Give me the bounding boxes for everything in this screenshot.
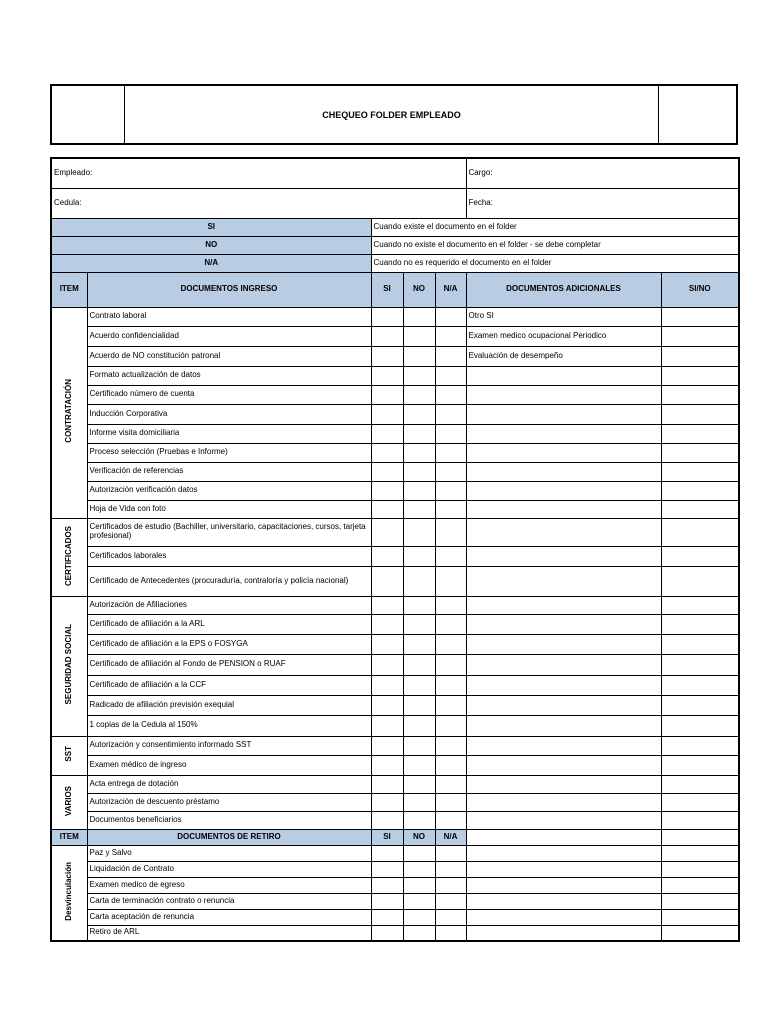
document-row [51,518,739,546]
na-checkbox[interactable] [435,654,466,675]
additional-document[interactable] [466,518,661,546]
no-checkbox[interactable] [403,462,435,481]
fecha-field[interactable]: Fecha: [466,188,739,218]
retiro-blank-cell [466,925,661,941]
legend-code: NO [51,236,371,254]
additional-document: Evaluación de desempeño [466,346,661,366]
si-checkbox[interactable] [371,404,403,424]
additional-document[interactable] [466,366,661,385]
additional-document[interactable] [466,736,661,755]
na-checkbox[interactable] [435,736,466,755]
si-checkbox[interactable] [371,307,403,326]
no-checkbox[interactable] [403,518,435,546]
document-row [51,404,739,424]
document-name: Certificado de afiliación al Fondo de PENSION o RUAF [87,654,371,675]
retiro-blank-cell [661,925,739,941]
na-checkbox[interactable] [435,443,466,462]
col-si-header: SI [371,272,403,307]
document-row [51,736,739,755]
section-label-text: CONTRATACIÓN [63,379,73,443]
document-name: Certificado de afiliación a la CCF [87,675,371,695]
si-checkbox[interactable] [371,385,403,404]
document-row [51,566,739,596]
no-checkbox[interactable] [403,909,435,925]
document-name: 1 copias de la Cedula al 150% [87,715,371,736]
cedula-field[interactable]: Cedula: [51,188,466,218]
retiro-si-header: SI [371,829,403,845]
additional-document[interactable] [466,546,661,566]
no-checkbox[interactable] [403,861,435,877]
retiro-blank-cell [466,829,661,845]
sino-checkbox[interactable] [661,518,739,546]
retiro-blank-cell [661,845,739,861]
retiro-blank-cell [661,909,739,925]
si-checkbox[interactable] [371,845,403,861]
sino-checkbox[interactable] [661,695,739,715]
si-checkbox[interactable] [371,443,403,462]
document-row [51,793,739,811]
no-checkbox[interactable] [403,346,435,366]
retiro-no-header: NO [403,829,435,845]
na-checkbox[interactable] [435,596,466,614]
legend-code: N/A [51,254,371,272]
si-checkbox[interactable] [371,366,403,385]
sino-checkbox[interactable] [661,811,739,829]
na-checkbox[interactable] [435,307,466,326]
si-checkbox[interactable] [371,462,403,481]
additional-document[interactable] [466,811,661,829]
si-checkbox[interactable] [371,893,403,909]
retiro-blank-cell [661,829,739,845]
si-checkbox[interactable] [371,715,403,736]
no-checkbox[interactable] [403,443,435,462]
col-sino-header: SI/NO [661,272,739,307]
no-checkbox[interactable] [403,614,435,634]
document-name: Autorización y consentimiento informado SST [87,736,371,755]
no-checkbox[interactable] [403,715,435,736]
logo-cell [52,86,125,143]
document-name: Autorización de Afiliaciones [87,596,371,614]
na-checkbox[interactable] [435,925,466,941]
no-checkbox[interactable] [403,546,435,566]
document-name: Acuerdo de NO constitución patronal [87,346,371,366]
additional-document: Otro SI [466,307,661,326]
document-name: Certificados de estudio (Bachiller, universitario, capacitaciones, cursos, tarjeta profesional) [87,518,371,546]
si-checkbox[interactable] [371,346,403,366]
sino-checkbox[interactable] [661,462,739,481]
retiro-row [51,845,739,861]
document-name: Certificado número de cuenta [87,385,371,404]
col-adicionales-header: DOCUMENTOS ADICIONALES [466,272,661,307]
retiro-docs-header: DOCUMENTOS DE RETIRO [87,829,371,845]
document-name: Proceso selección (Pruebas e Informe) [87,443,371,462]
no-checkbox[interactable] [403,326,435,346]
no-checkbox[interactable] [403,566,435,596]
document-name: Acuerdo confidencialidad [87,326,371,346]
document-name: Autorización de descuento préstamo [87,793,371,811]
no-checkbox[interactable] [403,424,435,443]
section-label [51,596,87,736]
document-name: Certificado de Antecedentes (procuraduría, contraloría y policía nacional) [87,566,371,596]
document-row [51,755,739,775]
form-title: CHEQUEO FOLDER EMPLEADO [125,86,659,143]
si-checkbox[interactable] [371,793,403,811]
col-item-header: ITEM [51,272,87,307]
additional-document[interactable] [466,404,661,424]
additional-document[interactable] [466,715,661,736]
document-row [51,326,739,346]
document-name: Documentos beneficiarios [87,811,371,829]
no-checkbox[interactable] [403,793,435,811]
additional-document[interactable] [466,793,661,811]
retiro-document-name: Carta de terminación contrato o renuncia [87,893,371,909]
na-checkbox[interactable] [435,546,466,566]
document-name: Certificados laborales [87,546,371,566]
sino-checkbox[interactable] [661,566,739,596]
retiro-blank-cell [466,877,661,893]
retiro-row [51,925,739,941]
document-row [51,695,739,715]
no-checkbox[interactable] [403,385,435,404]
additional-document[interactable] [466,462,661,481]
si-checkbox[interactable] [371,518,403,546]
legend-row [51,218,739,236]
sino-checkbox[interactable] [661,500,739,518]
na-checkbox[interactable] [435,614,466,634]
si-checkbox[interactable] [371,566,403,596]
retiro-blank-cell [661,861,739,877]
na-checkbox[interactable] [435,366,466,385]
na-checkbox[interactable] [435,845,466,861]
document-row [51,346,739,366]
no-checkbox[interactable] [403,695,435,715]
document-row [51,462,739,481]
document-name: Hoja de Vida con foto [87,500,371,518]
document-name: Certificado de afiliación a la ARL [87,614,371,634]
retiro-document-name: Liquidación de Contrato [87,861,371,877]
sino-checkbox[interactable] [661,675,739,695]
retiro-na-header: N/A [435,829,466,845]
si-checkbox[interactable] [371,925,403,941]
additional-document[interactable] [466,443,661,462]
si-checkbox[interactable] [371,326,403,346]
col-docs-header: DOCUMENTOS INGRESO [87,272,371,307]
retiro-row [51,861,739,877]
no-checkbox[interactable] [403,877,435,893]
si-checkbox[interactable] [371,596,403,614]
sino-checkbox[interactable] [661,654,739,675]
retiro-blank-cell [466,893,661,909]
na-checkbox[interactable] [435,404,466,424]
si-checkbox[interactable] [371,775,403,793]
si-checkbox[interactable] [371,481,403,500]
si-checkbox[interactable] [371,736,403,755]
document-name: Examen médico de ingreso [87,755,371,775]
no-checkbox[interactable] [403,675,435,695]
document-name: Acta entrega de dotación [87,775,371,793]
na-checkbox[interactable] [435,634,466,654]
no-checkbox[interactable] [403,893,435,909]
no-checkbox[interactable] [403,925,435,941]
si-checkbox[interactable] [371,546,403,566]
si-checkbox[interactable] [371,861,403,877]
na-checkbox[interactable] [435,861,466,877]
na-checkbox[interactable] [435,715,466,736]
additional-document[interactable] [466,566,661,596]
retiro-item-header: ITEM [51,829,87,845]
na-checkbox[interactable] [435,385,466,404]
document-row [51,385,739,404]
no-checkbox[interactable] [403,845,435,861]
si-checkbox[interactable] [371,755,403,775]
na-checkbox[interactable] [435,893,466,909]
form-header [50,84,738,145]
document-row [51,307,739,326]
no-checkbox[interactable] [403,755,435,775]
na-checkbox[interactable] [435,518,466,546]
sino-checkbox[interactable] [661,715,739,736]
document-row [51,634,739,654]
no-checkbox[interactable] [403,811,435,829]
retiro-label [51,845,87,941]
additional-document[interactable] [466,614,661,634]
document-name: Contrato laboral [87,307,371,326]
document-name: Certificado de afiliación a la EPS o FOSYGA [87,634,371,654]
si-checkbox[interactable] [371,614,403,634]
no-checkbox[interactable] [403,775,435,793]
si-checkbox[interactable] [371,675,403,695]
document-row [51,443,739,462]
sino-checkbox[interactable] [661,385,739,404]
additional-document[interactable] [466,500,661,518]
sino-checkbox[interactable] [661,736,739,755]
si-checkbox[interactable] [371,634,403,654]
document-row [51,500,739,518]
additional-document[interactable] [466,675,661,695]
na-checkbox[interactable] [435,481,466,500]
no-checkbox[interactable] [403,307,435,326]
sino-checkbox[interactable] [661,596,739,614]
si-checkbox[interactable] [371,424,403,443]
document-row [51,614,739,634]
na-checkbox[interactable] [435,326,466,346]
no-checkbox[interactable] [403,481,435,500]
section-label [51,518,87,596]
ingreso-header-row [51,272,739,307]
additional-document[interactable] [466,596,661,614]
code-cell [659,86,736,143]
si-checkbox[interactable] [371,811,403,829]
document-row [51,715,739,736]
document-name: Formato actualización de datos [87,366,371,385]
document-name: Autorización verificación datos [87,481,371,500]
section-label [51,307,87,518]
na-checkbox[interactable] [435,695,466,715]
retiro-blank-cell [466,909,661,925]
sino-checkbox[interactable] [661,346,739,366]
retiro-blank-cell [661,877,739,893]
sino-checkbox[interactable] [661,546,739,566]
na-checkbox[interactable] [435,500,466,518]
si-checkbox[interactable] [371,500,403,518]
retiro-row [51,909,739,925]
additional-document: Examen medico ocupacional Periodico [466,326,661,346]
additional-document[interactable] [466,424,661,443]
section-label-text: CERTIFICADOS [63,525,73,586]
no-checkbox[interactable] [403,736,435,755]
document-row [51,675,739,695]
additional-document[interactable] [466,481,661,500]
no-checkbox[interactable] [403,596,435,614]
na-checkbox[interactable] [435,424,466,443]
na-checkbox[interactable] [435,462,466,481]
legend-row [51,254,739,272]
sino-checkbox[interactable] [661,614,739,634]
sino-checkbox[interactable] [661,755,739,775]
document-name: Radicado de afiliación previsión exequial [87,695,371,715]
document-row [51,424,739,443]
additional-document[interactable] [466,695,661,715]
document-row [51,811,739,829]
retiro-row [51,893,739,909]
legend-desc: Cuando existe el documento en el folder [371,218,739,236]
si-checkbox[interactable] [371,654,403,675]
retiro-document-name: Carta aceptación de renuncia [87,909,371,925]
document-row [51,775,739,793]
additional-document[interactable] [466,755,661,775]
retiro-row [51,877,739,893]
section-label [51,775,87,829]
retiro-document-name: Retiro de ARL [87,925,371,941]
retiro-blank-cell [661,893,739,909]
na-checkbox[interactable] [435,775,466,793]
additional-document[interactable] [466,385,661,404]
si-checkbox[interactable] [371,877,403,893]
additional-document[interactable] [466,654,661,675]
document-row [51,546,739,566]
si-checkbox[interactable] [371,909,403,925]
sino-checkbox[interactable] [661,307,739,326]
additional-document[interactable] [466,775,661,793]
section-label [51,736,87,775]
additional-document[interactable] [466,634,661,654]
document-name: Informe visita domiciliaria [87,424,371,443]
no-checkbox[interactable] [403,404,435,424]
si-checkbox[interactable] [371,695,403,715]
sino-checkbox[interactable] [661,634,739,654]
na-checkbox[interactable] [435,793,466,811]
retiro-header-row [51,829,739,845]
document-row [51,481,739,500]
section-label-text: SST [63,746,73,762]
na-checkbox[interactable] [435,909,466,925]
retiro-document-name: Examen medico de egreso [87,877,371,893]
col-na-header: N/A [435,272,466,307]
col-no-header: NO [403,272,435,307]
na-checkbox[interactable] [435,566,466,596]
na-checkbox[interactable] [435,755,466,775]
na-checkbox[interactable] [435,877,466,893]
document-row [51,366,739,385]
no-checkbox[interactable] [403,634,435,654]
retiro-blank-cell [466,861,661,877]
sino-checkbox[interactable] [661,366,739,385]
no-checkbox[interactable] [403,654,435,675]
section-label-text: VARIOS [63,785,73,816]
sino-checkbox[interactable] [661,775,739,793]
document-name: Inducción Corporativa [87,404,371,424]
empleado-field[interactable]: Empleado: [51,158,466,188]
retiro-label-text: Desvinculación [63,862,73,921]
checklist-table [50,157,740,942]
retiro-blank-cell [466,845,661,861]
sino-checkbox[interactable] [661,424,739,443]
document-row [51,596,739,614]
na-checkbox[interactable] [435,811,466,829]
document-name: Verificación de referencias [87,462,371,481]
sino-checkbox[interactable] [661,443,739,462]
na-checkbox[interactable] [435,346,466,366]
no-checkbox[interactable] [403,500,435,518]
sino-checkbox[interactable] [661,481,739,500]
sino-checkbox[interactable] [661,404,739,424]
legend-desc: Cuando no es requerido el documento en el folder [371,254,739,272]
document-row [51,654,739,675]
legend-code: SI [51,218,371,236]
section-label-text: SEGURIDAD SOCIAL [63,624,73,705]
retiro-document-name: Paz y Salvo [87,845,371,861]
sino-checkbox[interactable] [661,793,739,811]
sino-checkbox[interactable] [661,326,739,346]
na-checkbox[interactable] [435,675,466,695]
legend-desc: Cuando no existe el documento en el folder - se debe completar [371,236,739,254]
legend-row [51,236,739,254]
cargo-field[interactable]: Cargo: [466,158,739,188]
no-checkbox[interactable] [403,366,435,385]
